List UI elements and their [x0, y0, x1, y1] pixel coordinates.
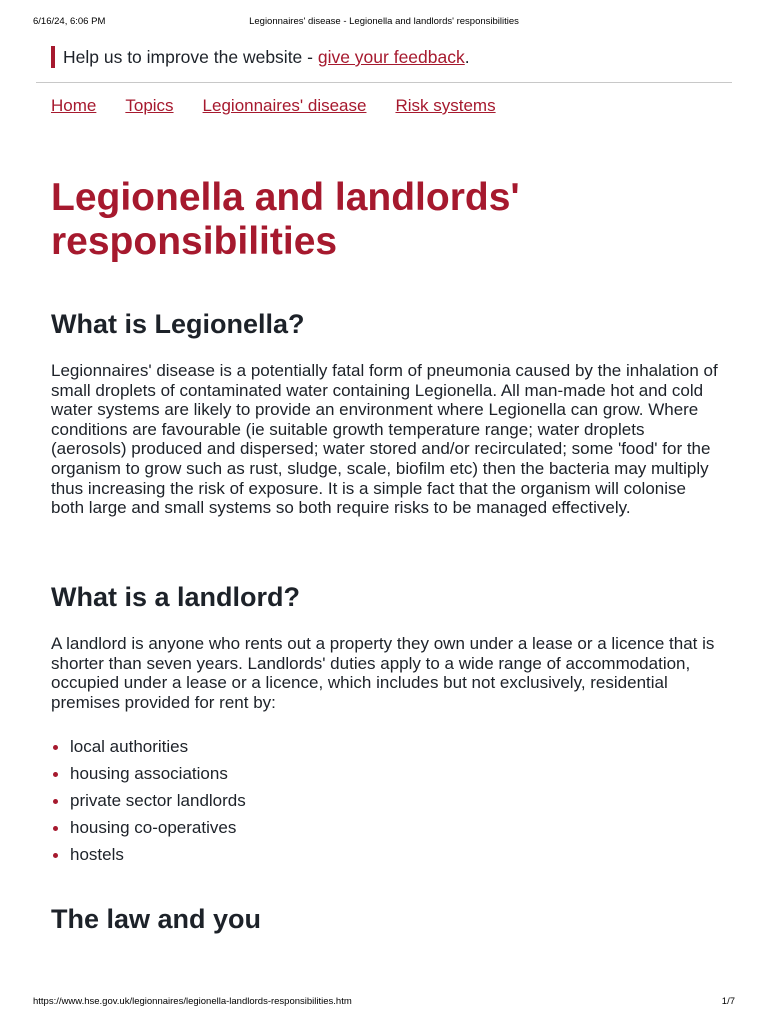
- breadcrumb-topics[interactable]: Topics: [125, 96, 174, 115]
- heading-what-is-legionella: What is Legionella?: [51, 309, 305, 339]
- print-page-number: 1/7: [721, 996, 735, 1007]
- list-item: hostels: [51, 841, 246, 868]
- feedback-banner: [51, 46, 470, 68]
- breadcrumb-risk-systems[interactable]: Risk systems: [395, 96, 496, 115]
- paragraph-legionella: Legionnaires' disease is a potentially fatal form of pneumonia caused by the inhalation of small droplets of contaminated water containing Legionella. All man-made hot and cold water systems are likely to provide an environment where Legionella can grow. Where conditions are favourable (ie suitable growth temperature range; water droplets (aerosols) produced and dispersed; water stored and/or recirculated; some 'food' for the organism to grow such as rust, sludge, scale, biofilm etc) then the bacteria may multiply thus increasing the risk of exposure. It is a simple fact that the organism will colonise both large and small systems so both require risks to be managed effectively.: [51, 361, 718, 518]
- breadcrumb: [51, 96, 496, 116]
- landlord-types-list: [51, 733, 246, 868]
- print-url: https://www.hse.gov.uk/legionnaires/legionella-landlords-responsibilities.htm: [33, 996, 352, 1007]
- print-datetime: 6/16/24, 6:06 PM: [33, 16, 106, 27]
- feedback-link[interactable]: give your feedback: [317, 47, 465, 67]
- breadcrumb-home[interactable]: Home: [51, 96, 97, 115]
- list-item: housing co-operatives: [51, 814, 246, 841]
- heading-the-law-and-you: The law and you: [51, 904, 262, 934]
- heading-what-is-a-landlord: What is a landlord?: [51, 582, 301, 612]
- list-item: local authorities: [51, 733, 246, 760]
- divider: [36, 82, 732, 83]
- feedback-end: .: [464, 47, 470, 67]
- list-item: housing associations: [51, 760, 246, 787]
- list-item: private sector landlords: [51, 787, 246, 814]
- print-page-title: Legionnaires' disease - Legionella and landlords' responsibilities: [249, 16, 519, 27]
- breadcrumb-legionnaires-disease[interactable]: Legionnaires' disease: [202, 96, 367, 115]
- paragraph-landlord: A landlord is anyone who rents out a property they own under a lease or a licence that is shorter than seven years. Landlords' duties apply to a wide range of accommodation, occupied under a lease or a licence, which includes but not exclusively, residential premises provided for rent by:: [51, 634, 715, 712]
- feedback-text: Help us to improve the website -: [63, 47, 318, 67]
- page-title: Legionella and landlords' responsibilities: [51, 176, 520, 263]
